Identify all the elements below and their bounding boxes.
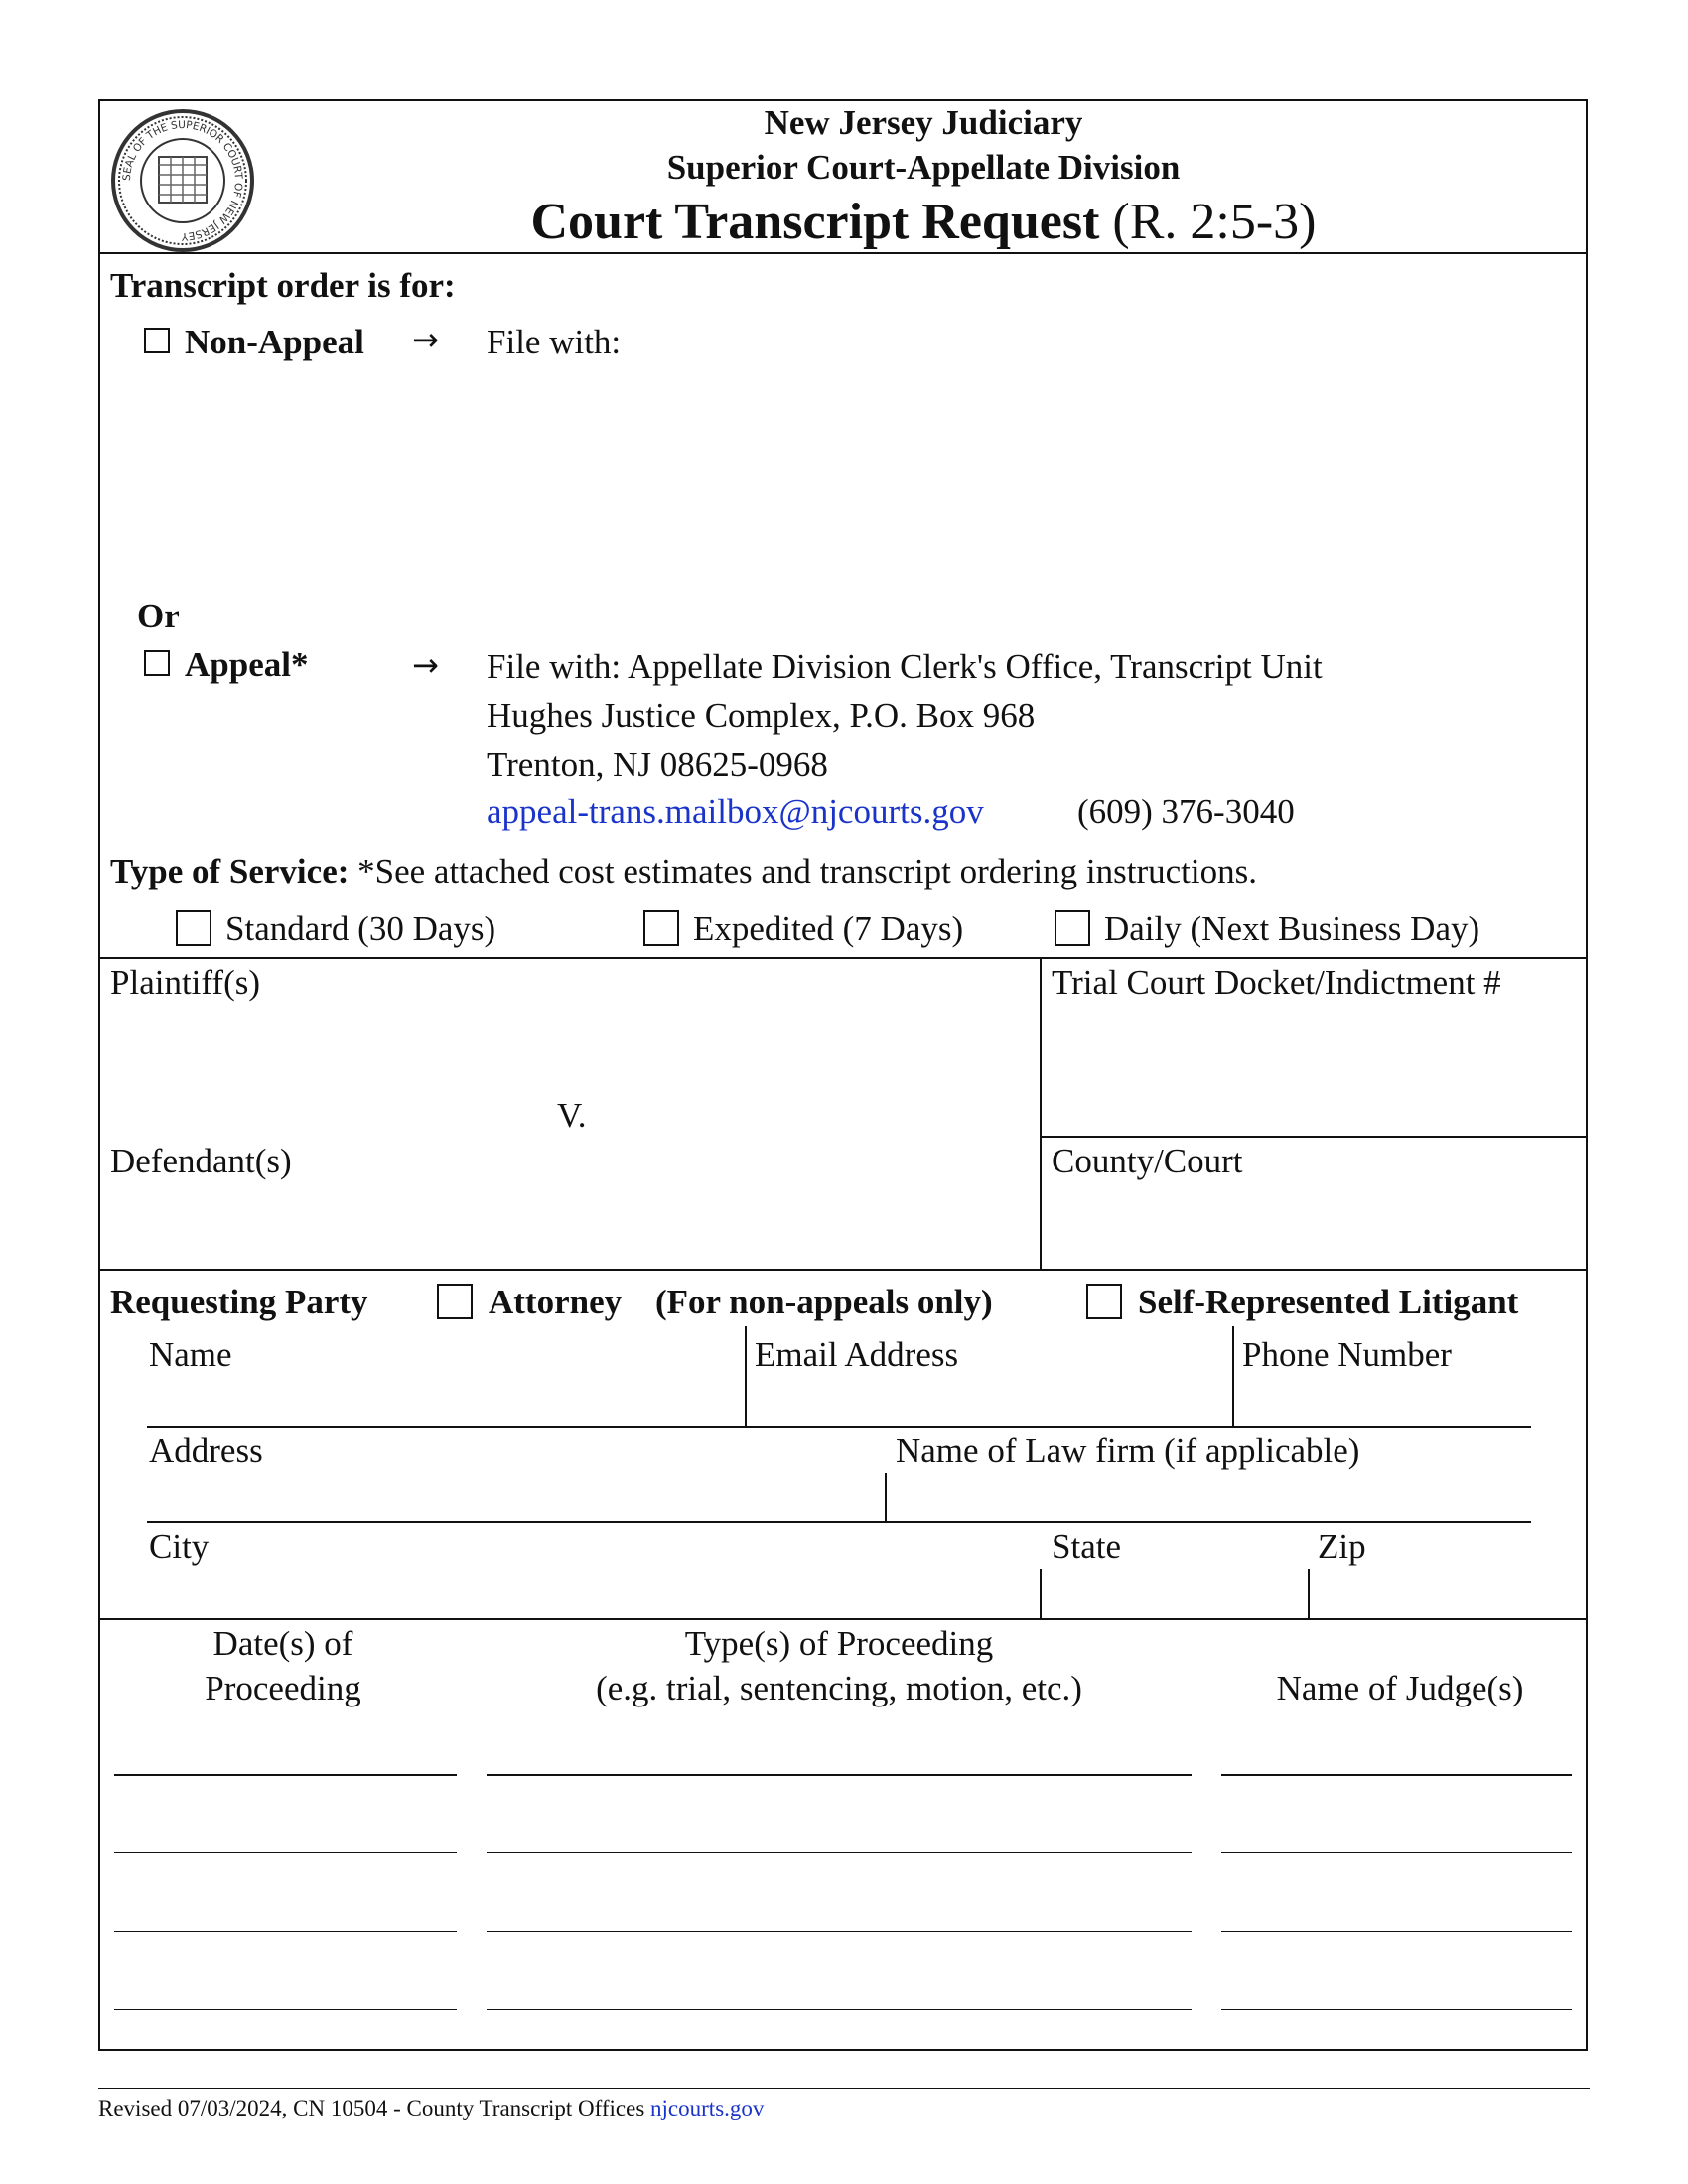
expedited-service-label: Expedited (7 Days) xyxy=(693,909,964,948)
versus-label: V. xyxy=(557,1096,587,1135)
docket-label: Trial Court Docket/Indictment # xyxy=(1052,963,1501,1002)
non-appeal-file-with: File with: xyxy=(487,323,622,361)
rule-citation: (R. 2:5-3) xyxy=(1112,194,1317,250)
self-represented-checkbox[interactable] xyxy=(1086,1284,1122,1319)
name-row-line[interactable] xyxy=(147,1426,1531,1428)
zip-label: Zip xyxy=(1318,1527,1366,1566)
dates-header-line-1: Date(s) of xyxy=(212,1624,353,1663)
date-entry-line[interactable] xyxy=(114,1774,457,1776)
dates-header-line-2: Proceeding xyxy=(205,1669,361,1707)
email-label: Email Address xyxy=(755,1335,959,1374)
judges-header: Name of Judge(s) xyxy=(1276,1669,1524,1707)
self-represented-label: Self-Represented Litigant xyxy=(1138,1283,1519,1321)
non-appeal-checkbox[interactable] xyxy=(144,328,170,353)
law-firm-label: Name of Law firm (if applicable) xyxy=(896,1432,1360,1470)
county-court-label: County/Court xyxy=(1052,1142,1243,1180)
header-line-1: New Jersey Judiciary xyxy=(764,103,1083,142)
type-entry-line[interactable] xyxy=(487,1774,1192,1776)
types-header-line-2: (e.g. trial, sentencing, motion, etc.) xyxy=(596,1669,1082,1707)
arrow-icon: → xyxy=(412,321,439,358)
arrow-icon: → xyxy=(412,646,439,684)
attorney-checkbox[interactable] xyxy=(437,1284,473,1319)
court-seal xyxy=(109,107,256,254)
date-entry-line[interactable] xyxy=(114,1931,457,1932)
service-divider xyxy=(98,957,1588,959)
types-header-line-1: Type(s) of Proceeding xyxy=(684,1624,994,1663)
city-label: City xyxy=(149,1527,210,1566)
requesting-bottom-divider xyxy=(98,1618,1588,1620)
plaintiffs-label: Plaintiff(s) xyxy=(110,963,261,1002)
type-entry-line[interactable] xyxy=(487,1931,1192,1932)
appeal-address-line-2: Trenton, NJ 08625-0968 xyxy=(487,746,828,784)
type-entry-line[interactable] xyxy=(487,2009,1192,2010)
date-entry-line[interactable] xyxy=(114,1852,457,1853)
header-line-2: Superior Court-Appellate Division xyxy=(666,148,1181,187)
address-row-line[interactable] xyxy=(147,1521,1531,1523)
state-zip-divider xyxy=(1308,1569,1310,1618)
appeal-phone: (609) 376-3040 xyxy=(1077,792,1295,831)
attorney-note: (For non-appeals only) xyxy=(655,1283,993,1321)
judge-entry-line[interactable] xyxy=(1221,1774,1572,1776)
or-label: Or xyxy=(137,597,180,635)
footer-revised: Revised 07/03/2024, CN 10504 - County Transcript Offices xyxy=(98,2096,645,2120)
judge-entry-line[interactable] xyxy=(1221,1852,1572,1853)
email-phone-divider xyxy=(1232,1326,1234,1426)
order-for-heading: Transcript order is for: xyxy=(110,266,456,305)
state-label: State xyxy=(1052,1527,1121,1566)
non-appeal-label: Non-Appeal xyxy=(185,323,364,361)
address-label: Address xyxy=(149,1432,263,1470)
type-entry-line[interactable] xyxy=(487,1852,1192,1853)
docket-divider xyxy=(1040,1136,1588,1138)
header-divider xyxy=(98,252,1588,254)
expedited-service-checkbox[interactable] xyxy=(643,910,679,946)
attorney-label: Attorney xyxy=(489,1283,623,1321)
service-heading: Type of Service: xyxy=(110,852,350,890)
footer-rule xyxy=(98,2088,1590,2089)
address-firm-divider xyxy=(885,1473,887,1521)
caption-vertical-divider xyxy=(1040,957,1042,1269)
caption-bottom-divider xyxy=(98,1269,1588,1271)
date-entry-line[interactable] xyxy=(114,2009,457,2010)
footer xyxy=(98,2095,764,2122)
service-line xyxy=(110,852,1257,891)
judge-entry-line[interactable] xyxy=(1221,2009,1572,2010)
name-email-divider xyxy=(745,1326,747,1426)
city-state-divider xyxy=(1040,1569,1042,1618)
daily-service-checkbox[interactable] xyxy=(1055,910,1090,946)
phone-label: Phone Number xyxy=(1242,1335,1452,1374)
form-frame xyxy=(98,99,1588,2051)
footer-site-link[interactable]: njcourts.gov xyxy=(650,2096,765,2120)
appeal-address-line-1: Hughes Justice Complex, P.O. Box 968 xyxy=(487,696,1036,735)
appeal-label: Appeal* xyxy=(185,645,309,684)
standard-service-checkbox[interactable] xyxy=(176,910,211,946)
name-label: Name xyxy=(149,1335,232,1374)
seal-text: SEAL OF THE SUPERIOR COURT OF NEW JERSEY xyxy=(120,118,245,243)
appeal-checkbox[interactable] xyxy=(144,650,170,676)
service-note: *See attached cost estimates and transcript ordering instructions. xyxy=(357,852,1257,890)
title-text: Court Transcript Request xyxy=(530,194,1100,250)
standard-service-label: Standard (30 Days) xyxy=(225,909,496,948)
appeal-file-with: File with: Appellate Division Clerk's Office, Transcript Unit xyxy=(487,647,1323,686)
defendants-label: Defendant(s) xyxy=(110,1142,292,1180)
page-title xyxy=(477,195,1370,250)
daily-service-label: Daily (Next Business Day) xyxy=(1104,909,1480,948)
judge-entry-line[interactable] xyxy=(1221,1931,1572,1932)
requesting-heading: Requesting Party xyxy=(110,1283,368,1321)
appeal-email-link[interactable]: appeal-trans.mailbox@njcourts.gov xyxy=(487,792,984,831)
